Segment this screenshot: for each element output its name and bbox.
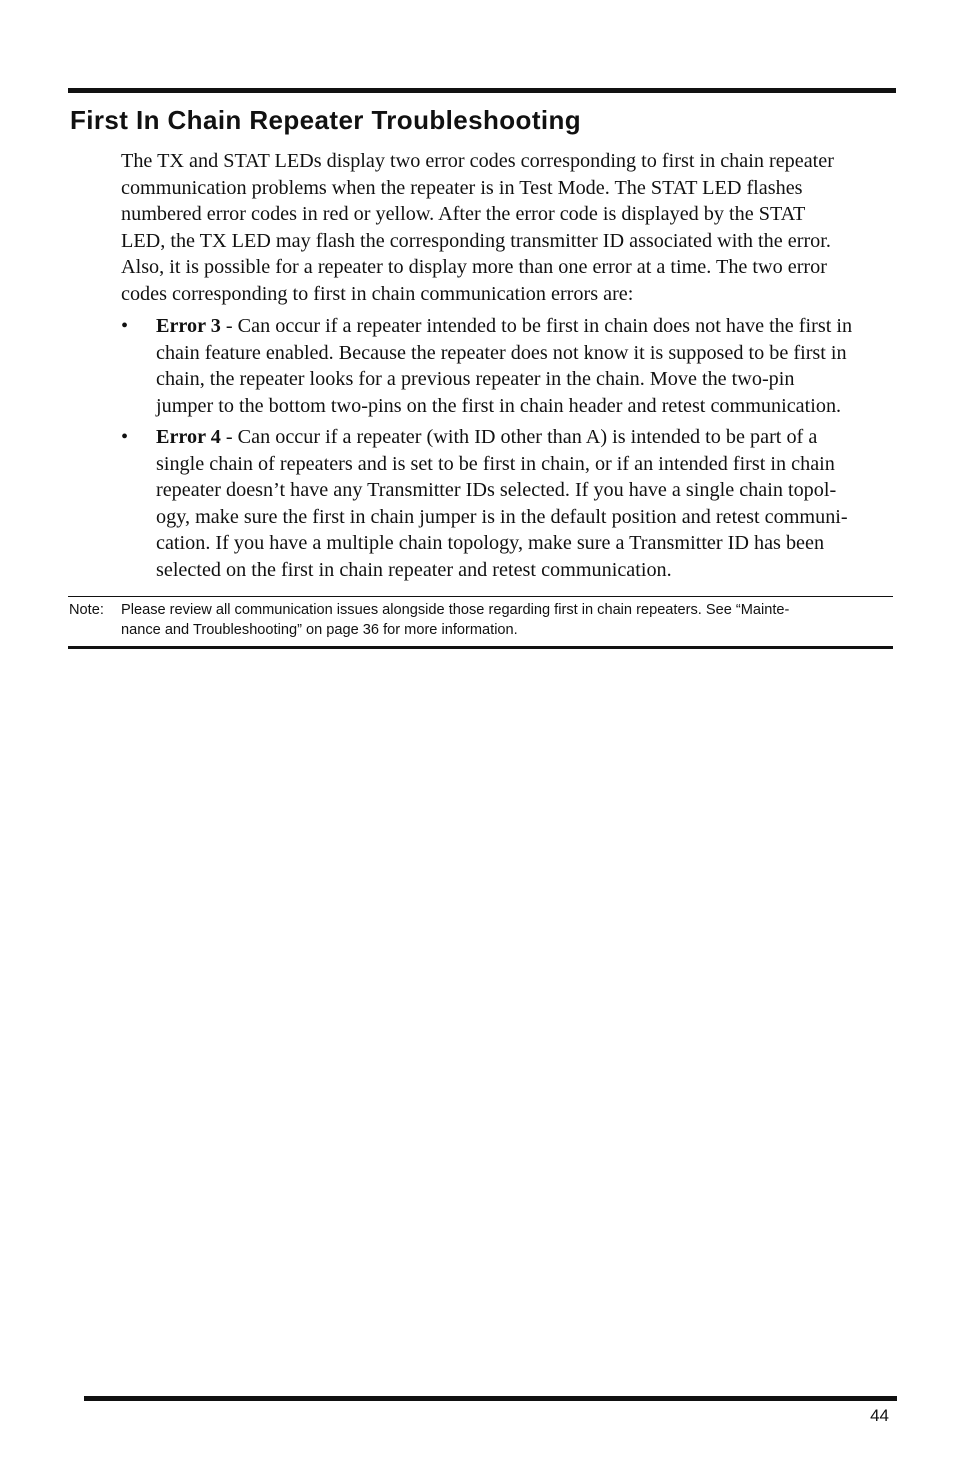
intro-line: communication problems when the repeater is in Test Mode. The STAT LED flashes (121, 176, 803, 199)
bullet-line: selected on the first in chain repeater and retest communication. (156, 558, 672, 581)
bullet-icon: • (121, 315, 129, 337)
top-rule (68, 88, 896, 93)
body-text (121, 148, 896, 588)
bullet-line (156, 424, 896, 451)
note-content (121, 600, 893, 640)
intro-paragraph (121, 148, 896, 307)
note-line: nance and Troubleshooting” on page 36 for more information. (121, 622, 518, 638)
intro-line: The TX and STAT LEDs display two error codes corresponding to first in chain repeater (121, 150, 834, 172)
footer-rule (84, 1396, 897, 1401)
error-4-item (121, 424, 896, 583)
section-heading: First In Chain Repeater Troubleshooting (70, 105, 582, 135)
note-top-rule (68, 596, 893, 597)
note-line: Please review all communication issues alongside those regarding first in chain repeaters. See “Mainte- (121, 602, 790, 618)
bullet-text: - Can occur if a repeater intended to be first in chain does not have the first in (220, 315, 853, 337)
note-bottom-rule (68, 646, 893, 649)
bullet-line (156, 313, 896, 340)
error-title: Error 4 (156, 426, 221, 448)
bullet-line: chain, the repeater looks for a previous repeater in the chain. Move the two-pin (156, 368, 795, 390)
bullet-line: chain feature enabled. Because the repeater does not know it is supposed to be first in (156, 341, 847, 364)
bullet-text: - Can occur if a repeater (with ID other than A) is intended to be part of a (220, 426, 818, 448)
bullet-icon: • (121, 426, 129, 448)
bullet-line: ogy, make sure the first in chain jumper is in the default position and retest communi- (156, 505, 848, 528)
intro-line: Also, it is possible for a repeater to display more than one error at a time. The two error (121, 256, 827, 278)
intro-line: LED, the TX LED may flash the corresponding transmitter ID associated with the error. (121, 229, 831, 252)
bullet-line: jumper to the bottom two-pins on the first in chain header and retest communication. (156, 394, 842, 417)
intro-line: codes corresponding to first in chain communication errors are: (121, 282, 634, 305)
bullet-line: cation. If you have a multiple chain topology, make sure a Transmitter ID has been (156, 532, 825, 554)
page-number: 44 (870, 1406, 889, 1425)
error-title: Error 3 (156, 315, 221, 337)
intro-line: numbered error codes in red or yellow. After the error code is displayed by the STAT (121, 203, 806, 225)
error-3-item (121, 313, 896, 419)
error-list (121, 313, 896, 583)
note-label: Note: (69, 602, 104, 618)
bullet-line: repeater doesn’t have any Transmitter IDs selected. If you have a single chain topol- (156, 479, 837, 501)
bullet-line: single chain of repeaters and is set to be first in chain, or if an intended first in chain (156, 452, 835, 475)
